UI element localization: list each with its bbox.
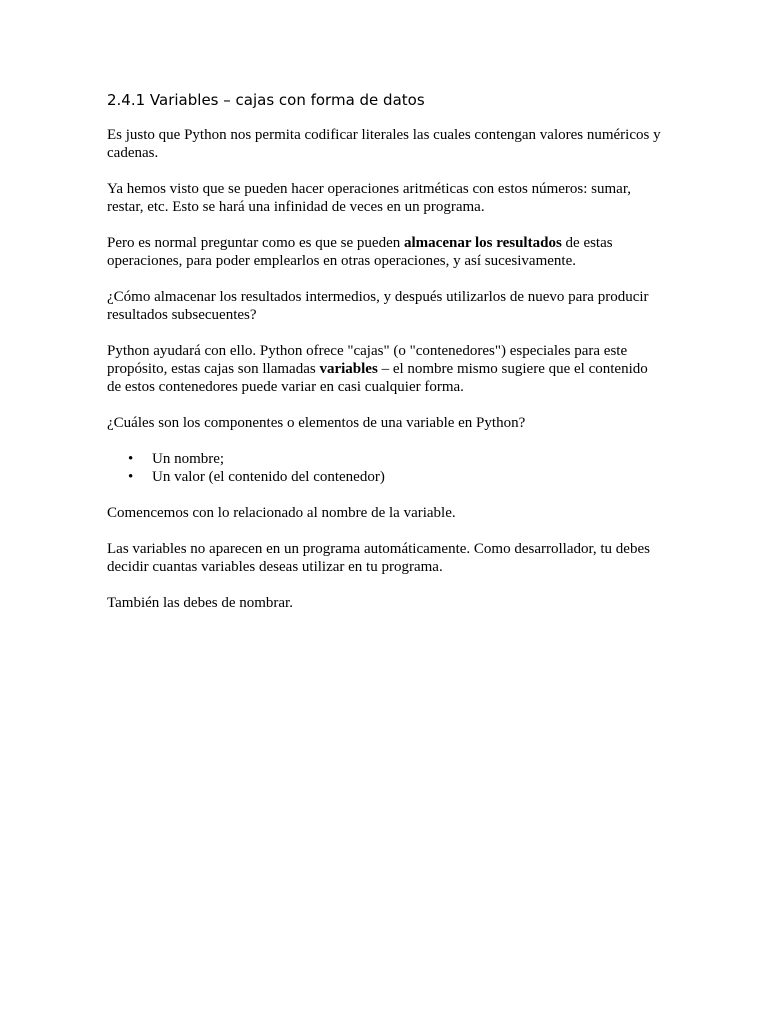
paragraph-question-components: ¿Cuáles son los componentes o elementos de una variable en Python? — [107, 415, 526, 431]
document-body — [107, 90, 663, 630]
paragraph-literals: Es justo que Python nos permita codificar literales las cuales contengan valores numéricos y cadenas. — [107, 127, 661, 161]
bold-term-variables: variables — [319, 361, 378, 377]
paragraph-arithmetic: Ya hemos visto que se pueden hacer operaciones aritméticas con estos números: sumar, restar, etc. Esto se hará una infinidad de veces en un programa. — [107, 181, 631, 215]
text-fragment: Python ayudará con ello. Python ofrece "cajas" (o "contenedores") especiales para este propósito, estas cajas son llamadas — [107, 343, 628, 377]
list-item: • Un nombre; — [152, 450, 663, 468]
components-list — [107, 450, 663, 486]
text-fragment: de estas operaciones, para poder emplearlos en otras operaciones, y así sucesivamente. — [107, 235, 613, 269]
paragraph-developer: Las variables no aparecen en un programa automáticamente. Como desarrollador, tu debes decidir cuantas variables deseas utilizar en tu programa. — [107, 541, 650, 575]
section-heading: 2.4.1 Variables – cajas con forma de datos — [107, 91, 425, 109]
paragraph-store-results — [107, 234, 663, 270]
paragraph-naming: También las debes de nombrar. — [107, 595, 293, 611]
text-fragment: – el nombre mismo sugiere que el contenido de estos contenedores puede variar en casi cualquier forma. — [107, 361, 648, 395]
paragraph-boxes — [107, 342, 663, 396]
text-fragment: Pero es normal preguntar como es que se pueden — [107, 235, 404, 251]
paragraph-name-intro: Comencemos con lo relacionado al nombre de la variable. — [107, 505, 456, 521]
list-item: • Un valor (el contenido del contenedor) — [152, 468, 663, 486]
bold-phrase-store-results: almacenar los resultados — [404, 235, 562, 251]
paragraph-question-intermediate: ¿Cómo almacenar los resultados intermedios, y después utilizarlos de nuevo para producir resultados subsecuentes? — [107, 289, 649, 323]
